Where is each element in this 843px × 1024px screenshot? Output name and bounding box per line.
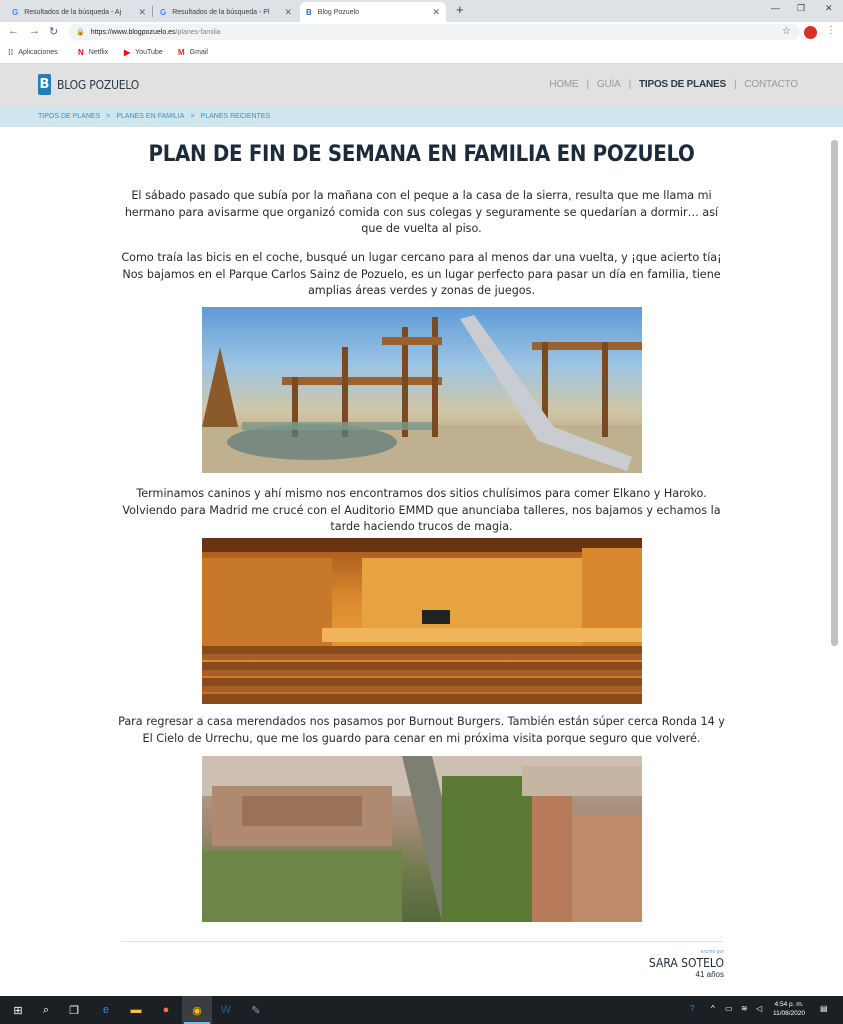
browser-menu-icon[interactable]: ⋮ <box>826 25 836 36</box>
tab-divider <box>152 6 153 17</box>
browser-tab-1[interactable] <box>6 2 152 22</box>
clock-time: 4:54 p. m. <box>774 1001 804 1008</box>
windows-start-icon[interactable]: ⊞ <box>13 1004 23 1017</box>
edge-icon[interactable]: e <box>102 1004 110 1016</box>
article-paragraph: El sábado pasado que subía por la mañana con el peque a la casa de la sierra, resulta que me llama mi hermano para avisarme que organizó comida con sus colegas y seguramente se quedarían a dormir… así que de vuelta al piso. <box>124 189 719 235</box>
windows-taskbar <box>0 996 843 1024</box>
main-nav <box>549 79 798 90</box>
bookmark-youtube[interactable] <box>124 48 163 57</box>
page-scrollbar[interactable] <box>831 140 838 646</box>
author-age: 41 años <box>695 970 724 979</box>
author-name: SARA SOTELO <box>648 956 724 970</box>
reload-icon[interactable]: ↻ <box>49 26 59 38</box>
google-icon: G <box>160 7 167 17</box>
tab-title: Blog Pozuelo <box>317 8 360 16</box>
browser-tab-strip <box>0 0 843 22</box>
article-title-wrap <box>0 142 843 167</box>
bookmark-label: YouTube <box>135 49 163 56</box>
nav-divider: | <box>734 79 737 90</box>
town-illustration <box>202 756 642 922</box>
article-paragraph: Como traía las bicis en el coche, busqué un lugar cercano para al menos dar una vuelta, y ¡que acierto tía¡ Nos bajamos en el Parque Carlos Sainz de Pozuelo, es un lugar perfecto para pasar un día en familia, tiene amplias áreas verdes y zonas de juegos. <box>121 251 722 297</box>
task-view-icon[interactable]: ❐ <box>69 1004 79 1017</box>
nav-tipos-de-planes[interactable]: TIPOS DE PLANES <box>638 79 726 90</box>
nav-contacto[interactable]: CONTACTO <box>744 79 798 90</box>
file-explorer-icon[interactable]: ▬ <box>130 1004 142 1016</box>
minimize-icon[interactable]: — <box>771 3 780 13</box>
forward-arrow-icon[interactable]: → <box>29 25 40 37</box>
breadcrumb-separator: > <box>190 113 195 120</box>
bookmark-apps[interactable] <box>8 48 58 57</box>
firefox-icon[interactable]: ● <box>162 1004 170 1016</box>
breadcrumb-item[interactable]: PLANES EN FAMILIA <box>116 113 185 120</box>
close-window-icon[interactable]: ✕ <box>825 3 833 13</box>
clock-date: 11/08/2020 <box>772 1010 806 1017</box>
apps-grid-icon: ⁞⁞ <box>8 48 14 57</box>
breadcrumb-item[interactable]: PLANES RECIENTES <box>200 113 271 120</box>
site-logo[interactable] <box>38 74 139 95</box>
url-path: /planes-familia <box>175 28 221 36</box>
bookmark-star-icon[interactable]: ☆ <box>782 26 791 37</box>
url-domain: https://www.blogpozuelo.es <box>90 28 176 36</box>
close-tab-icon[interactable]: ✕ <box>284 6 292 17</box>
written-by-label: escrito por <box>700 949 724 955</box>
browser-toolbar <box>0 22 843 42</box>
playground-photo <box>202 307 642 473</box>
breadcrumb-separator: > <box>106 113 111 120</box>
bookmarks-bar <box>0 42 843 64</box>
app-icon[interactable]: ✎ <box>251 1004 261 1017</box>
restore-icon[interactable]: ❐ <box>797 3 806 13</box>
new-tab-button[interactable]: + <box>456 2 464 17</box>
google-icon: G <box>12 7 19 17</box>
site-header <box>0 64 843 106</box>
battery-icon[interactable]: ▭ <box>725 1004 733 1013</box>
nav-divider: | <box>586 79 589 90</box>
word-icon[interactable]: W <box>220 1004 232 1016</box>
close-tab-icon[interactable]: ✕ <box>138 6 146 17</box>
tray-chevron-up-icon[interactable]: ^ <box>711 1004 715 1013</box>
nav-guia[interactable]: GUÍA <box>596 79 621 90</box>
notifications-icon[interactable]: ▤ <box>820 1004 828 1013</box>
netflix-icon: N <box>78 48 84 57</box>
bookmark-label: Gmail <box>189 49 208 56</box>
browser-tab-2[interactable] <box>154 2 298 22</box>
lock-icon: 🔒 <box>76 29 85 36</box>
system-clock[interactable] <box>766 1000 812 1018</box>
bookmark-gmail[interactable] <box>178 48 208 57</box>
town-aerial-photo <box>202 756 642 922</box>
auditorium-illustration <box>202 538 642 704</box>
article-paragraph: Terminamos caninos y ahí mismo nos encontramos dos sitios chulísimos para comer Elkano y Haroko. Volviendo para Madrid me crucé con el Auditorio EMMD que anunciaba talleres, nos bajamos y echamos la tarde haciendo trucos de magia. <box>122 487 721 533</box>
wifi-icon[interactable]: ≋ <box>741 1004 748 1013</box>
help-icon[interactable]: ? <box>690 1004 695 1013</box>
volume-icon[interactable]: ◁ <box>756 1004 763 1013</box>
bookmark-label: Netflix <box>88 49 109 56</box>
article-paragraph: Para regresar a casa merendados nos pasamos por Burnout Burgers. También están súper cerca Ronda 14 y El Cielo de Urrechu, que me los guardo para cenar en mi próxima visita porque seguro que volveré. <box>118 715 725 745</box>
article-title: PLAN DE FIN DE SEMANA EN FAMILIA EN POZUELO <box>141 142 703 167</box>
auditorium-photo <box>202 538 642 704</box>
gmail-icon: M <box>178 48 185 57</box>
tab-title: Resultados de la búsqueda - Aj <box>24 8 122 16</box>
address-bar[interactable] <box>68 24 800 40</box>
tab-title: Resultados de la búsqueda - Pl <box>172 8 270 16</box>
breadcrumb-item[interactable]: TIPOS DE PLANES <box>38 113 101 120</box>
chrome-icon[interactable]: ◉ <box>192 1004 202 1017</box>
profile-avatar[interactable] <box>804 26 817 39</box>
bookmark-label: Aplicaciones <box>18 49 58 56</box>
blog-pozuelo-favicon: B <box>306 7 312 17</box>
back-arrow-icon[interactable]: ← <box>8 25 19 37</box>
browser-tab-active[interactable] <box>300 2 446 22</box>
youtube-icon: ▶ <box>124 48 131 57</box>
logo-text: BLOG POZUELO <box>57 77 140 92</box>
logo-mark: B <box>38 74 51 95</box>
search-icon[interactable]: ⌕ <box>42 1003 50 1016</box>
breadcrumb <box>0 106 843 127</box>
close-tab-icon[interactable]: ✕ <box>432 6 440 17</box>
author-block <box>600 949 724 979</box>
bookmark-netflix[interactable] <box>78 48 108 57</box>
article-divider <box>120 941 723 942</box>
nav-home[interactable]: HOME <box>549 79 579 90</box>
playground-illustration <box>202 307 642 473</box>
nav-divider: | <box>628 79 631 90</box>
